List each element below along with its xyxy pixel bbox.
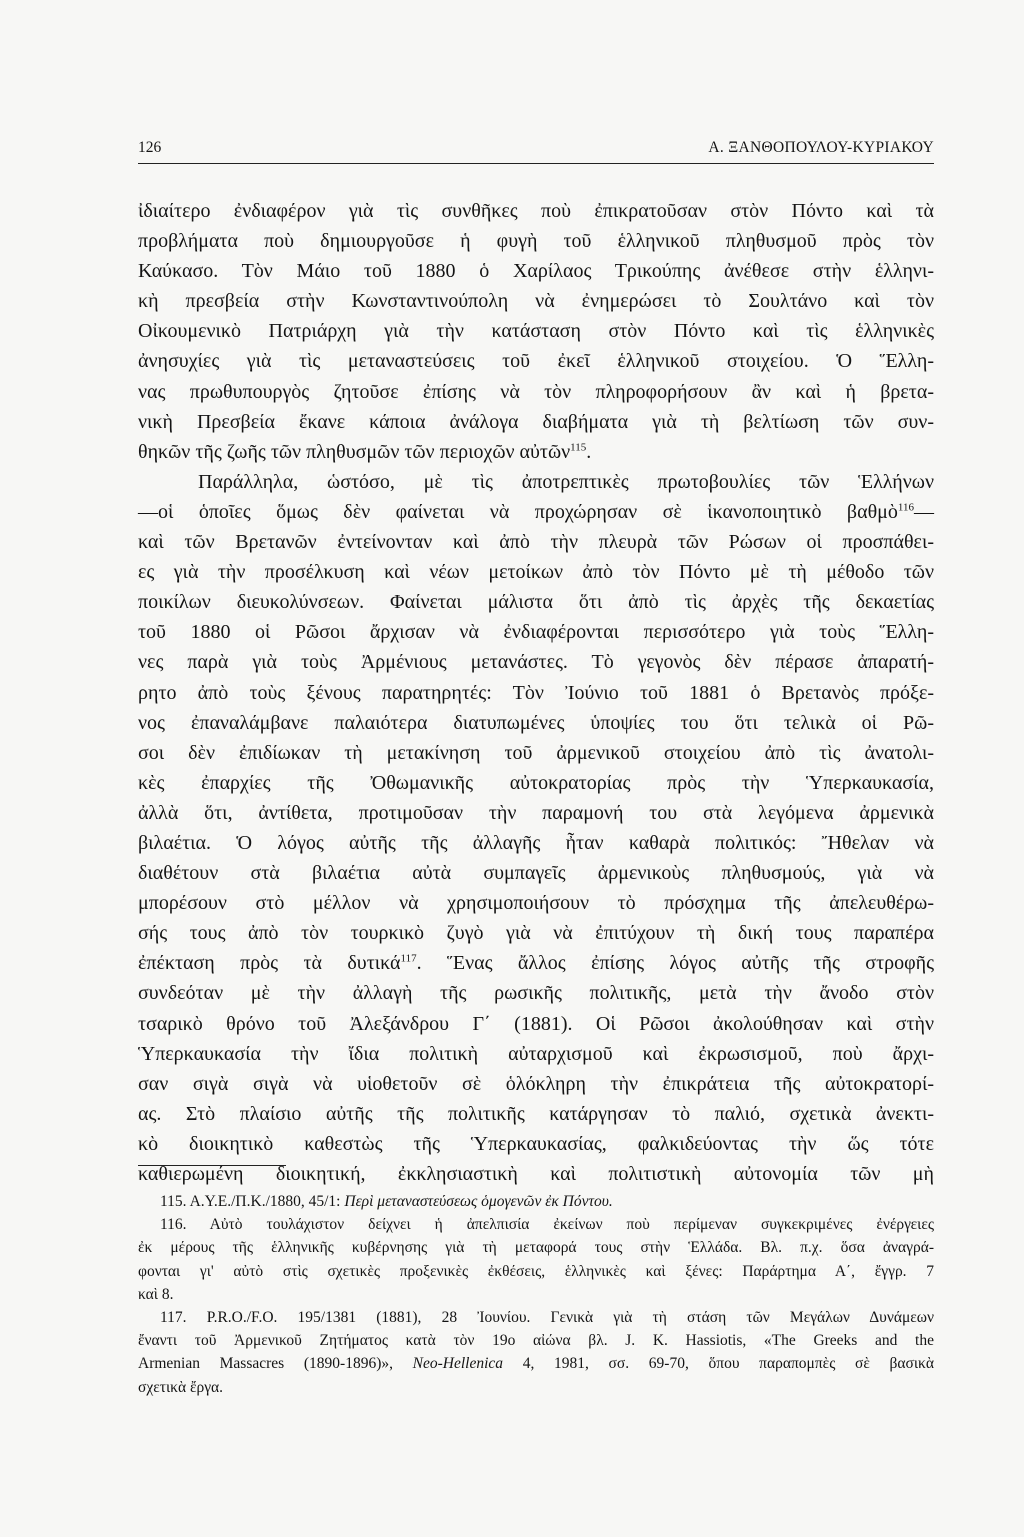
footnote-115: [138, 1190, 934, 1213]
text-line: ρητο ἀπὸ τοὺς ξένους παρατηρητές: Τὸν Ἰούνιο τοῦ 1881 ὁ Βρετανὸς πρόξε-: [138, 681, 934, 704]
text-line: τσαρικὸ θρόνο τοῦ Ἀλεξάνδρου Γ΄ (1881). Οἱ Ρῶσοι ἀκολούθησαν καὶ στὴν: [138, 1012, 934, 1035]
text-line: Παράλληλα, ὡστόσο, μὲ τὶς ἀποτρεπτικὲς πρωτοβουλίες τῶν Ἑλλήνων: [198, 470, 934, 493]
text-line: κὴ πρεσβεία στὴν Κωνσταντινούπολη νὰ ἐνημερώσει τὸ Σουλτάνο καὶ τὸν: [138, 290, 934, 313]
text-line: συνδεόταν μὲ τὴν ἀλλαγὴ τῆς ρωσικῆς πολιτικῆς, μετὰ τὴν ἄνοδο στὸν: [138, 982, 934, 1005]
text-line: ἀλλὰ ὅτι, ἀντίθετα, προτιμοῦσαν τὴν παραμονή του στὰ λεγόμενα ἀρμενικὰ: [138, 801, 934, 824]
page-number: 126: [138, 139, 162, 156]
text-line: ας. Στὸ πλαίσιο αὐτῆς τῆς πολιτικῆς κατάργησαν τὸ παλιό, σχετικὰ ἀνεκτι-: [138, 1102, 934, 1125]
text-line: βιλαέτια. Ὁ λόγος αὐτῆς τῆς ἀλλαγῆς ἦταν καθαρὰ πολιτικός: Ἤθελαν νὰ: [138, 831, 934, 854]
text-fragment: . Ἕνας ἄλλος ἐπίσης λόγος αὐτῆς τῆς στροφῆς: [416, 952, 935, 975]
text-fragment: —: [914, 500, 934, 523]
journal-title: Neo-Hellenica: [412, 1355, 504, 1373]
text-line: σαν σιγὰ σιγὰ νὰ υἱοθετοῦν σὲ ὁλόκληρη τὴν ἐπικράτεια τῆς αὐτοκρατορί-: [138, 1072, 934, 1095]
footnote-line: [138, 1352, 934, 1375]
text-line: μπορέσουν στὸ μέλλον νὰ χρησιμοποιήσουν τὸ πρόσχημα τῆς ἀπελευθέρω-: [138, 892, 934, 915]
text-line: ες γιὰ τὴν προσέλκυση καὶ νέων μετοίκων ἀπὸ τὸν Πόντο μὲ τὴ μέθοδο τῶν: [138, 561, 934, 584]
paragraph-2: [138, 467, 934, 1189]
text-fragment: 4, 1981, σσ. 69-70, ὅπου παραπομπὲς σὲ βασικὰ: [503, 1355, 934, 1373]
text-line: νος ἐπαναλάμβανε παλαιότερα διατυπωμένες ὑποψίες του ὅτι τελικὰ οἱ Ρῶ-: [138, 711, 934, 734]
footnote-line: ἔναντι τοῦ Ἀρμενικοῦ Ζητήματος κατὰ τὸν 19ο αἰώνα βλ. J. K. Hassiotis, «The Greeks and the: [138, 1332, 934, 1350]
footnote-116: [138, 1213, 934, 1306]
footnote-line: σχετικὰ ἔργα.: [138, 1378, 224, 1396]
text-line: καθιερωμένη διοικητική, ἐκκλησιαστικὴ καὶ πολιτιστικὴ αὐτονομία τῶν μὴ: [138, 1163, 934, 1185]
text-line: σοι δὲν ἐπιδίωκαν τὴ μετακίνηση τοῦ ἀρμενικοῦ στοιχείου ἀπὸ τὶς ἀνατολι-: [138, 741, 934, 764]
text-line: νικὴ Πρεσβεία ἔκανε κάποια ἀνάλογα διαβήματα γιὰ τὴ βελτίωση τῶν συν-: [138, 410, 934, 433]
text-line: Καύκασο. Τὸν Μάιο τοῦ 1880 ὁ Χαρίλαος Τρικούπης ἀνέθεσε στὴν ἑλληνι-: [138, 260, 934, 283]
text-line: ποικίλων διευκολύνσεων. Φαίνεται μάλιστα ὅτι ἀπὸ τὶς ἀρχὲς τῆς δεκαετίας: [138, 591, 934, 614]
footnote-line: 117. P.R.O./F.O. 195/1381 (1881), 28 Ἰουνίου. Γενικὰ γιὰ τὴ στάση τῶν Μεγάλων Δυνάμεων: [160, 1309, 934, 1327]
footnote-117: [138, 1306, 934, 1399]
footnote-ref-115: 115: [570, 441, 587, 454]
footnote-line: καὶ 8.: [138, 1285, 174, 1303]
text-line: σής τους ἀπὸ τὸν τουρκικὸ ζυγὸ γιὰ νὰ ἐπιτύχουν τὴ δική τους παραπέρα: [138, 922, 934, 945]
text-fragment: θηκῶν τῆς ζωῆς τῶν πληθυσμῶν τῶν περιοχῶν αὐτῶν: [138, 440, 571, 463]
footnote-title: Περὶ μεταναστεύσεως ὁμογενῶν ἐκ Πόντου.: [344, 1193, 613, 1210]
text-line: ἰδιαίτερο ἐνδιαφέρον γιὰ τὶς συνθῆκες ποὺ ἐπικρατοῦσαν στὸν Πόντο καὶ τὰ: [138, 200, 934, 222]
footnote-ref-116: 116: [897, 501, 914, 514]
body-text: [138, 196, 934, 1189]
footnote-ref-117: 117: [400, 952, 417, 965]
text-line: τοῦ 1880 οἱ Ρῶσοι ἄρχισαν νὰ ἐνδιαφέρονται περισσότερο γιὰ τοὺς Ἕλλη-: [138, 621, 934, 644]
text-fragment: ἐπέκταση πρὸς τὰ δυτικά: [138, 952, 401, 975]
text-line: νας πρωθυπουργὸς ζητοῦσε ἐπίσης νὰ τὸν πληροφορήσουν ἂν καὶ ἡ βρετα-: [138, 380, 934, 403]
text-fragment: Armenian Massacres (1890-1896)»,: [138, 1355, 413, 1373]
footnote-line: ἐκ μέρους τῆς ἑλληνικῆς κυβέρνησης γιὰ τὴ μεταφορά τους στὴν Ἑλλάδα. Βλ. π.χ. ὅσα ἀναγρά-: [138, 1239, 934, 1257]
text-line: διαθέτουν στὰ βιλαέτια αὐτὰ συμπαγεῖς ἀρμενικοὺς πληθυσμούς, γιὰ νὰ: [138, 862, 934, 885]
footnote-reference: 115. Α.Υ.Ε./Π.Κ./1880, 45/1:: [160, 1193, 345, 1210]
footnotes: [138, 1190, 934, 1399]
text-line: [138, 948, 934, 978]
text-line: Ὑπερκαυκασία τὴν ἴδια πολιτικὴ αὐταρχισμοῦ καὶ ἐκρωσισμοῦ, ποὺ ἄρχι-: [138, 1042, 934, 1065]
text-line: καὶ τῶν Βρετανῶν ἐντείνονταν καὶ ἀπὸ τὴν πλευρὰ τῶν Ρώσων οἱ προσπάθει-: [138, 531, 934, 554]
text-line: θηκῶν τῆς ζωῆς τῶν πληθυσμῶν τῶν περιοχῶν αὐτῶν$^{115}$.: [138, 440, 592, 463]
running-header: [138, 135, 934, 164]
text-line: Οἰκουμενικὸ Πατριάρχη γιὰ τὴν κατάσταση στὸν Πόντο καὶ τὶς ἑλληνικὲς: [138, 320, 934, 343]
footnote-line: φονται γι' αὐτὸ στὶς σχετικὲς προξενικὲς ἐκθέσεις, ἑλληνικὲς καὶ ξένες: Παράρτημα Α΄, ἔγγρ. 7: [138, 1262, 934, 1280]
paragraph-1: [138, 196, 934, 467]
footnote-rule: [138, 1165, 286, 1166]
text-fragment: —οἱ ὁποῖες ὅμως δὲν φαίνεται νὰ προχώρησαν σὲ ἱκανοποιητικὸ βαθμὸ: [138, 500, 898, 523]
text-line: κὲς ἐπαρχίες τῆς Ὀθωμανικῆς αὐτοκρατορίας πρὸς τὴν Ὑπερκαυκασία,: [138, 771, 934, 794]
text-line: [138, 497, 934, 527]
text-line: προβλήματα ποὺ δημιουργοῦσε ἡ φυγὴ τοῦ ἑλληνικοῦ πληθυσμοῦ πρὸς τὸν: [138, 230, 934, 253]
footnote-line: [138, 1190, 934, 1213]
text-line: νες παρὰ γιὰ τοὺς Ἀρμένιους μετανάστες. Τὸ γεγονὸς δὲν πέρασε ἀπαρατή-: [138, 651, 934, 674]
text-line: ἀνησυχίες γιὰ τὶς μεταναστεύσεις τοῦ ἐκεῖ ἑλληνικοῦ στοιχείου. Ὁ Ἕλλη-: [138, 350, 934, 373]
footnote-line: 116. Αὐτὸ τουλάχιστον δείχνει ἡ ἀπελπισία ἐκείνων ποὺ περίμεναν συγκεκριμένες ἐνέργειες: [160, 1216, 934, 1234]
header-author: Α. ΞΑΝΘΟΠΟΥΛΟΥ-ΚΥΡΙΑΚΟΥ: [708, 139, 934, 156]
text-line: κὸ διοικητικὸ καθεστὼς τῆς Ὑπερκαυκασίας, φαλκιδεύοντας τὴν ὥς τότε: [138, 1132, 934, 1155]
